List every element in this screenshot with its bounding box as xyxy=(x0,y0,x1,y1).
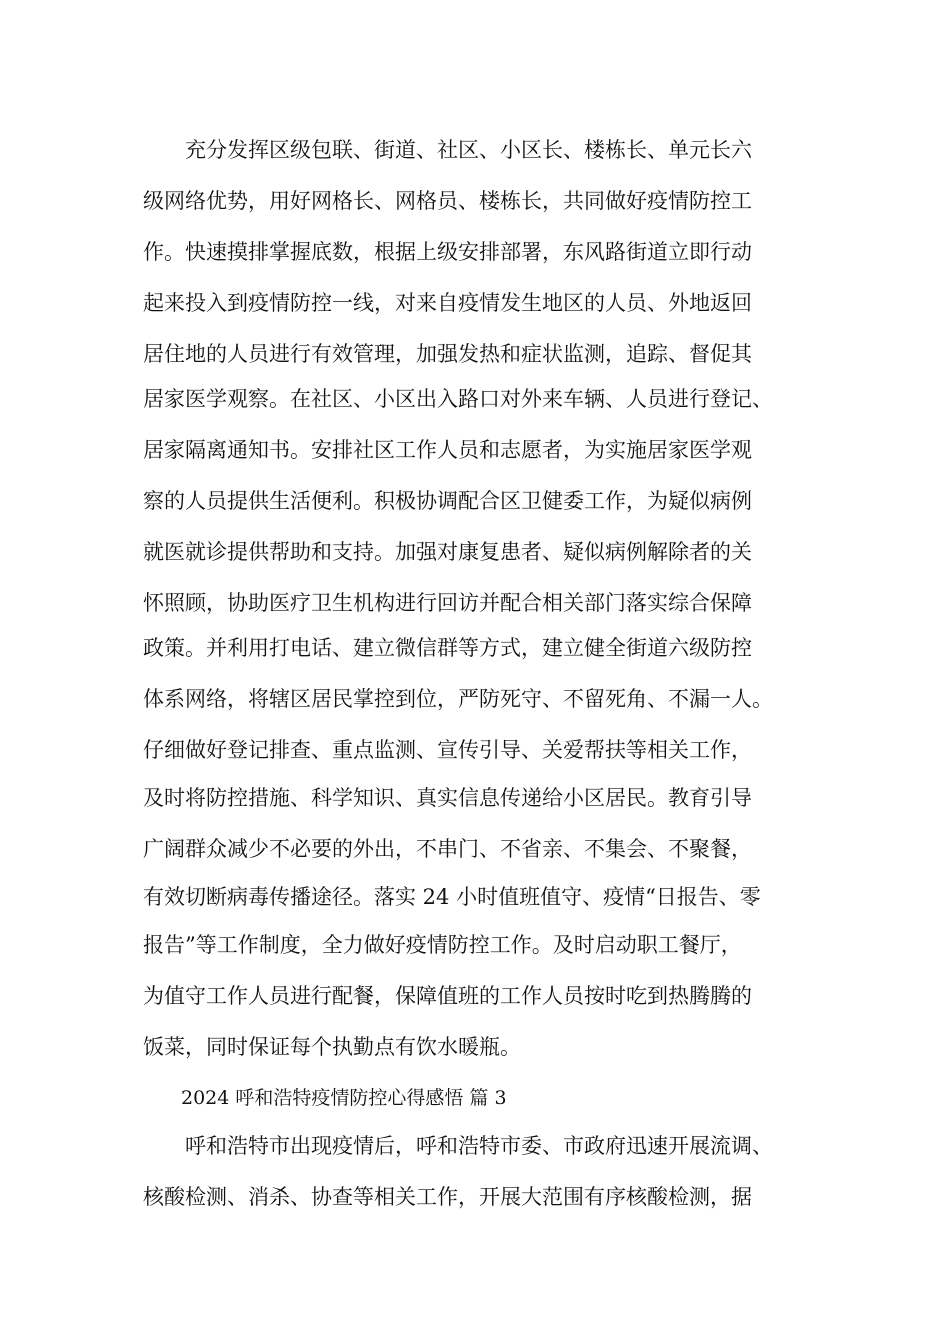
paragraph-line: 居家医学观察。在社区、小区出入路口对外来车辆、人员进行登记、 xyxy=(143,387,773,411)
paragraph-line: 察的人员提供生活便利。积极协调配合区卫健委工作，为疑似病例 xyxy=(143,489,752,513)
paragraph-line: 报告”等工作制度，全力做好疫情防控工作。及时启动职工餐厅， xyxy=(143,933,742,957)
paragraph-line: 级网络优势，用好网格长、网格员、楼栋长，共同做好疫情防控工 xyxy=(143,189,752,213)
paragraph-line: 仔细做好登记排查、重点监测、宣传引导、关爱帮扶等相关工作， xyxy=(143,738,752,762)
paragraph-line: 就医就诊提供帮助和支持。加强对康复患者、疑似病例解除者的关 xyxy=(143,540,752,564)
paragraph-line: 广阔群众减少不必要的外出，不串门、不省亲、不集会、不聚餐， xyxy=(143,837,752,861)
paragraph-line: 呼和浩特市出现疫情后，呼和浩特市委、市政府迅速开展流调、 xyxy=(143,1134,773,1158)
paragraph-line: 居住地的人员进行有效管理，加强发热和症状监测，追踪、督促其 xyxy=(143,342,752,366)
paragraph-line: 居家隔离通知书。安排社区工作人员和志愿者，为实施居家医学观 xyxy=(143,438,752,462)
paragraph-line: 作。快速摸排掌握底数，根据上级安排部署，东风路街道立即行动 xyxy=(143,240,752,264)
section-heading: 2024 呼和浩特疫情防控心得感悟 篇 3 xyxy=(143,1087,507,1109)
paragraph-line: 及时将防控措施、科学知识、真实信息传递给小区居民。教育引导 xyxy=(143,786,752,810)
paragraph-line: 饭菜，同时保证每个执勤点有饮水暖瓶。 xyxy=(143,1035,521,1059)
paragraph-line: 为值守工作人员进行配餐，保障值班的工作人员按时吃到热腾腾的 xyxy=(143,984,752,1008)
paragraph-line: 起来投入到疫情防控一线，对来自疫情发生地区的人员、外地返回 xyxy=(143,291,752,315)
paragraph-line: 充分发挥区级包联、街道、社区、小区长、楼栋长、单元长六 xyxy=(143,138,752,162)
paragraph-line: 有效切断病毒传播途径。落实 24 小时值班值守、疫情“日报告、零 xyxy=(143,885,761,909)
paragraph-line: 政策。并利用打电话、建立微信群等方式，建立健全街道六级防控 xyxy=(143,636,752,660)
paragraph-line: 怀照顾，协助医疗卫生机构进行回访并配合相关部门落实综合保障 xyxy=(143,591,752,615)
paragraph-line: 体系网络，将辖区居民掌控到位，严防死守、不留死角、不漏一人。 xyxy=(143,687,773,711)
paragraph-line: 核酸检测、消杀、协查等相关工作，开展大范围有序核酸检测，据 xyxy=(143,1185,752,1209)
